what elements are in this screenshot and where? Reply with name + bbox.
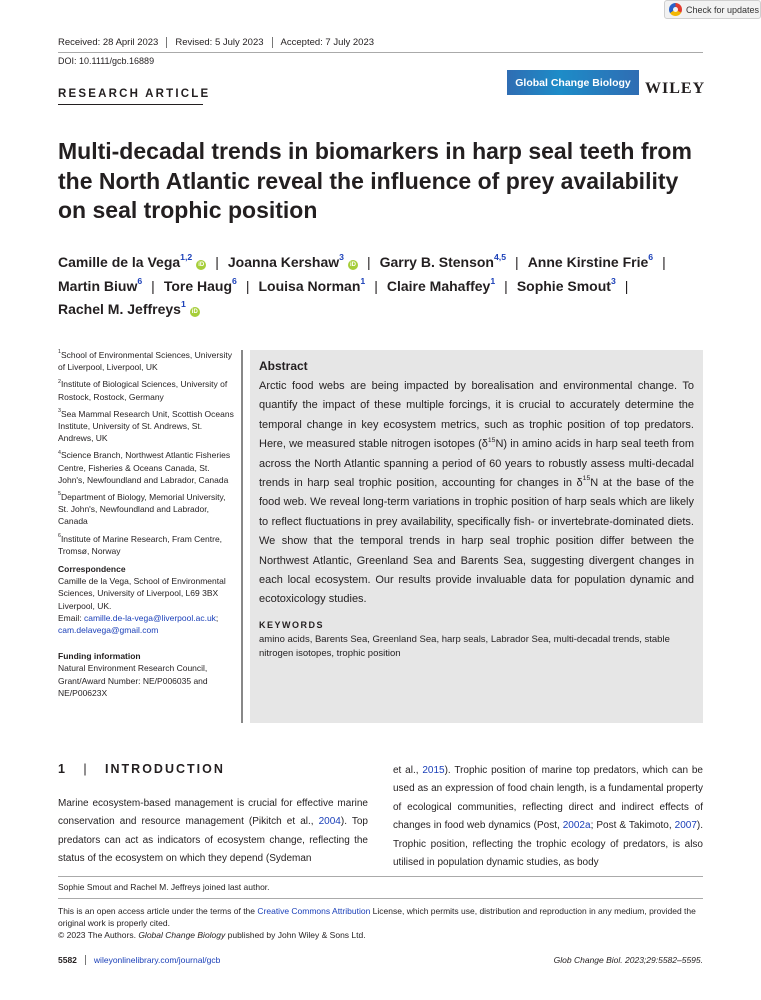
reference-link[interactable]: 2004 [318,816,341,828]
article-type-underline [58,104,203,105]
doi: DOI: 10.1111/gcb.16889 [58,56,155,66]
body-column-right: et al., 2015). Trophic position of marine top predators, which can be used as an expression of food chain length, is a fundamental property of ecological communities, reflecting direct and indirect effects of changes in food web dynamics (Post, 2002a; Post & Takimoto, 2007). Trophic position, reflecting the trophic ecology of predators, is also utilised in population dynamic studies, as body [393,765,703,869]
author-list: Camille de la Vega$^{1,2}$iD | Joanna Kershaw$^3$iD | Garry B. Stenson$^{4,5}$ | Anne Kirstine Frie$^6$ | Martin Biuw$^6$ | Tore Haug$^6$ | Louisa Norman$^1$ | Claire Mahaffey$^1$ | Sophie Smout$^3$ | Rachel M. Jeffreys$^1$iD [58,252,666,317]
affiliations [58,349,236,699]
affiliation: $^2$Institute of Biological Sciences, University of Rostock, Rostock, Germany [58,378,228,402]
publisher-logo[interactable]: WILEY [645,80,706,97]
footnote-divider [58,876,703,877]
author[interactable]: Louisa Norman$^1$ [258,275,366,294]
author[interactable]: Joanna Kershaw$^3$iD [227,252,356,270]
author[interactable]: Sophie Smout$^3$ [516,275,616,294]
abstract-box [250,350,703,723]
journal-url-link[interactable]: wileyonlinelibrary.com/journal/gcb [93,955,221,965]
check-for-updates-button[interactable] [664,0,761,19]
body-column-left: Marine ecosystem-based management is crucial for effective marine conservation and resource management (Pikitch et al., 2004). Top predators can act as indicators of ecosystem change, reflecting the status of the ecosystem on which they depend (Sydeman [58,798,368,865]
page-number: 5582 [58,955,86,965]
check-for-updates-label: Check for updates [686,4,760,15]
funding-text: Natural Environment Research Council, Grant/Award Number: NE/P006035 and NE/P00623X [58,663,208,698]
date-revised: Revised: 5 July 2023 [166,37,271,48]
author[interactable]: Claire Mahaffey$^1$ [386,275,496,294]
funding-heading: Funding information [58,651,141,662]
affiliation: $^5$Department of Biology, Memorial University, St. John's, Newfoundland and Labrador, Canada [58,491,226,527]
correspondence-text: Camille de la Vega, School of Environmental Sciences, University of Liverpool, L69 3BX Liverpool, UK. Email: camille.de-la-vega@liverpool.ac.uk; cam.delavega@gmail.com [58,576,226,636]
header-divider [58,52,703,53]
reference-link[interactable]: 2007 [674,820,697,832]
abstract-heading: Abstract [259,359,308,373]
license-divider [58,898,703,899]
author[interactable]: Camille de la Vega$^{1,2}$iD [58,252,205,270]
affiliation: $^4$Science Branch, Northwest Atlantic Fisheries Centre, Fisheries & Oceans Canada, St. John's, Newfoundland and Labrador, Canada [58,449,231,485]
paper-title: Multi-decadal trends in biomarkers in harp seal teeth from the North Atlantic reveal the influence of prey availability on seal trophic position [58,138,692,223]
affiliation: $^3$Sea Mammal Research Unit, Scottish Oceans Institute, University of St. Andrews, St. Andrews, UK [58,408,234,444]
section-heading: 1 | INTRODUCTION [58,762,225,776]
date-accepted: Accepted: 7 July 2023 [272,37,382,48]
email-link[interactable]: camille.de-la-vega@liverpool.ac.uk [83,612,216,623]
orcid-icon[interactable]: iD [198,262,205,268]
author[interactable]: Martin Biuw$^6$ [58,275,143,294]
page-footer [58,955,703,965]
abstract-accent-bar [241,350,243,723]
keywords-text: amino acids, Barents Sea, Greenland Sea, harp seals, Labrador Sea, multi-decadal trends, stable nitrogen isotopes, trophic position [259,633,670,659]
article-dates [58,37,382,48]
license-link[interactable]: Creative Commons Attribution [257,906,371,916]
journal-logo[interactable]: Global Change Biology [507,70,639,95]
citation: Glob Change Biol. 2023;29:5582–5595. [553,955,703,965]
email-link[interactable]: cam.delavega@gmail.com [58,625,159,636]
date-received: Received: 28 April 2023 [58,37,159,48]
license-text: This is an open access article under the terms of the Creative Commons Attribution License, which permits use, distribution and reproduction in any medium, provided the original work is properly cited. © 2023 The Authors. Global Change Biology published by John Wiley & Sons Ltd. [58,906,696,940]
orcid-icon[interactable]: iD [191,309,198,315]
reference-link[interactable]: 2002a [562,820,591,832]
author-footnote: Sophie Smout and Rachel M. Jeffreys joined last author. [58,882,270,892]
affiliation: $^6$Institute of Marine Research, Fram Centre, Tromsø, Norway [58,533,223,556]
orcid-icon[interactable]: iD [349,262,356,268]
author[interactable]: Garry B. Stenson$^{4,5}$ [379,252,507,270]
correspondence-heading: Correspondence [58,564,126,575]
abstract-text: Arctic food webs are being impacted by borealisation and environmental change. To quantify the impact of these multiple forcings, it is crucial to accurately determine the temporal change in key ecosystem metrics, such as trophic position of top predators. Here, we measured stable nitrogen isotopes $(\delta^{15}N)$ in amino acids in harp seal teeth from across the North Atlantic spanning a period of 60 years to robustly assess multi-decadal trends in harp seal trophic position, accounting for changes in $\delta^{15}N$ at the base of the food web. We reveal long-term variations in trophic position of harp seals which are likely to reflect fluctuations in prey availability, specifically fish- or invertebrate-dominated diets. We show that the temporal trends in harp seal trophic position differ between the Northwest Atlantic, Greenland Sea and Barents Sea, suggesting divergent changes in each local ecosystem. Our results provide invaluable data for population dynamic and ecotoxicology studies. [259,380,694,606]
author[interactable]: Tore Haug$^6$ [163,275,237,294]
affiliation: $^1$School of Environmental Sciences, University of Liverpool, Liverpool, UK [58,349,232,373]
author[interactable]: Rachel M. Jeffreys$^1$iD [58,299,198,317]
reference-link[interactable]: 2015 [422,765,445,776]
keywords-heading: KEYWORDS [259,619,325,630]
article-type: RESEARCH ARTICLE [58,88,211,100]
author[interactable]: Anne Kirstine Frie$^6$ [527,252,654,270]
crossmark-icon [669,3,682,16]
